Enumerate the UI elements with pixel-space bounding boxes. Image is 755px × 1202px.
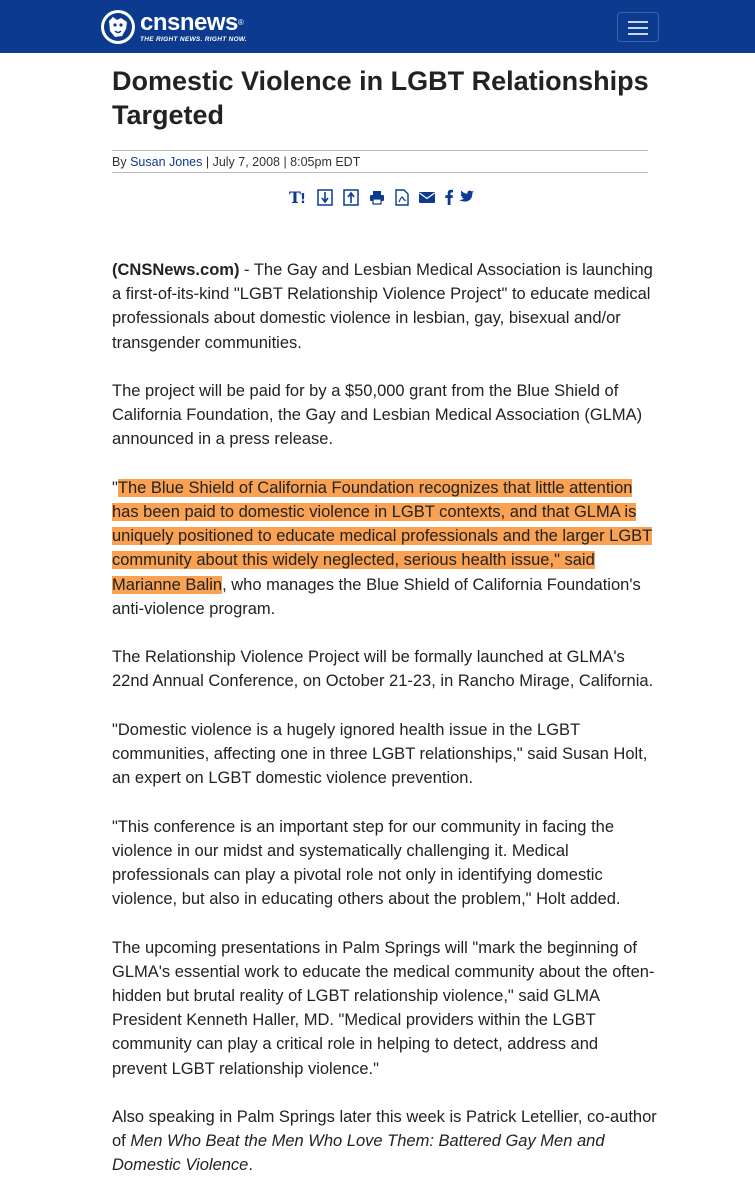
highlighted-quote: The Blue Shield of California Foundation recognizes that little attention has been paid to domestic violence in LGBT contexts, and that GLMA is uniquely positioned to educate medical professionals and the larger LGBT community about this widely neglected, serious health issue," said Marianne Balin — [112, 478, 653, 594]
svg-text:!: ! — [300, 192, 306, 205]
cnsnews-logo[interactable] — [100, 9, 247, 45]
byline-meta: | July 7, 2008 | 8:05pm EDT — [205, 155, 361, 169]
byline-prefix: By — [112, 155, 127, 169]
paragraph-2: The project will be paid for by a $50,000 grant from the Blue Shield of California Foundation, the Gay and Lesbian Medical Association (GLMA) announced in a press release. — [112, 382, 643, 449]
menu-toggle-button[interactable] — [617, 12, 659, 42]
paragraph-8: Also speaking in Palm Springs later this week is Patrick Letellier, co-author of Men Who Beat the Men Who Love Them: Battered Gay Men and Domestic Violence. — [112, 1108, 657, 1175]
article-tools — [289, 186, 484, 208]
paragraph-1: (CNSNews.com) - The Gay and Lesbian Medical Association is launching a first-of-its-kind "LGBT Relationship Violence Project" to educate medical professionals about domestic violence in lesbian, gay, bisexual and/or transgender communities. — [112, 261, 653, 352]
paragraph-5: "Domestic violence is a hugely ignored health issue in the LGBT communities, affecting one in three LGBT relationships," said Susan Holt, an expert on LGBT domestic violence prevention. — [112, 720, 648, 788]
increase-font-icon[interactable] — [343, 189, 359, 206]
paragraph-4: The Relationship Violence Project will be formally launched at GLMA's 22nd Annual Conference, on October 21-23, in Rancho Mirage, California. — [112, 648, 654, 691]
hamburger-icon — [628, 21, 648, 23]
text-size-icon[interactable] — [289, 189, 307, 205]
book-title: Men Who Beat the Men Who Love Them: Battered Gay Men and Domestic Violence — [112, 1132, 605, 1175]
email-icon[interactable] — [419, 191, 435, 204]
article-body — [112, 258, 657, 1202]
twitter-icon[interactable] — [458, 190, 474, 204]
source-label: (CNSNews.com) — [112, 261, 240, 279]
svg-text:T: T — [289, 189, 301, 205]
author-link[interactable]: Susan Jones — [130, 155, 203, 169]
brand-mark: ® — [237, 18, 244, 27]
facebook-icon[interactable] — [445, 189, 453, 205]
brand-tagline: THE RIGHT NEWS. RIGHT NOW. — [140, 36, 247, 43]
print-icon[interactable] — [369, 190, 385, 205]
top-navbar — [0, 0, 755, 53]
pdf-icon[interactable] — [395, 189, 409, 206]
brand-name: cnsnews — [140, 9, 238, 36]
decrease-font-icon[interactable] — [317, 189, 333, 206]
byline — [112, 150, 648, 173]
paragraph-7: The upcoming presentations in Palm Springs will "mark the beginning of GLMA's essential work to educate the medical community about the often-hidden but brutal reality of LGBT relationship violence," said GLMA President Kenneth Haller, MD. "Medical providers within the LGBT community can play a critical role in helping to detect, address and prevent LGBT relationship violence." — [112, 938, 655, 1078]
paragraph-6: "This conference is an important step for our community in facing the violence in our midst and systematically challenging it. Medical professionals can play a pivotal role not only in identifying domestic violence, but also in educating others about the problem," Holt added. — [112, 817, 621, 909]
paragraph-3: "The Blue Shield of California Foundation recognizes that little attention has been paid to domestic violence in LGBT contexts, and that GLMA is uniquely positioned to educate medical professionals and the larger LGBT community about this widely neglected, serious health issue," said Marianne Balin, who manages the Blue Shield of California Foundation's anti-violence program. — [112, 478, 653, 618]
bear-logo-icon — [100, 9, 136, 45]
article-title: Domestic Violence in LGBT Relationships Targeted — [112, 66, 649, 130]
